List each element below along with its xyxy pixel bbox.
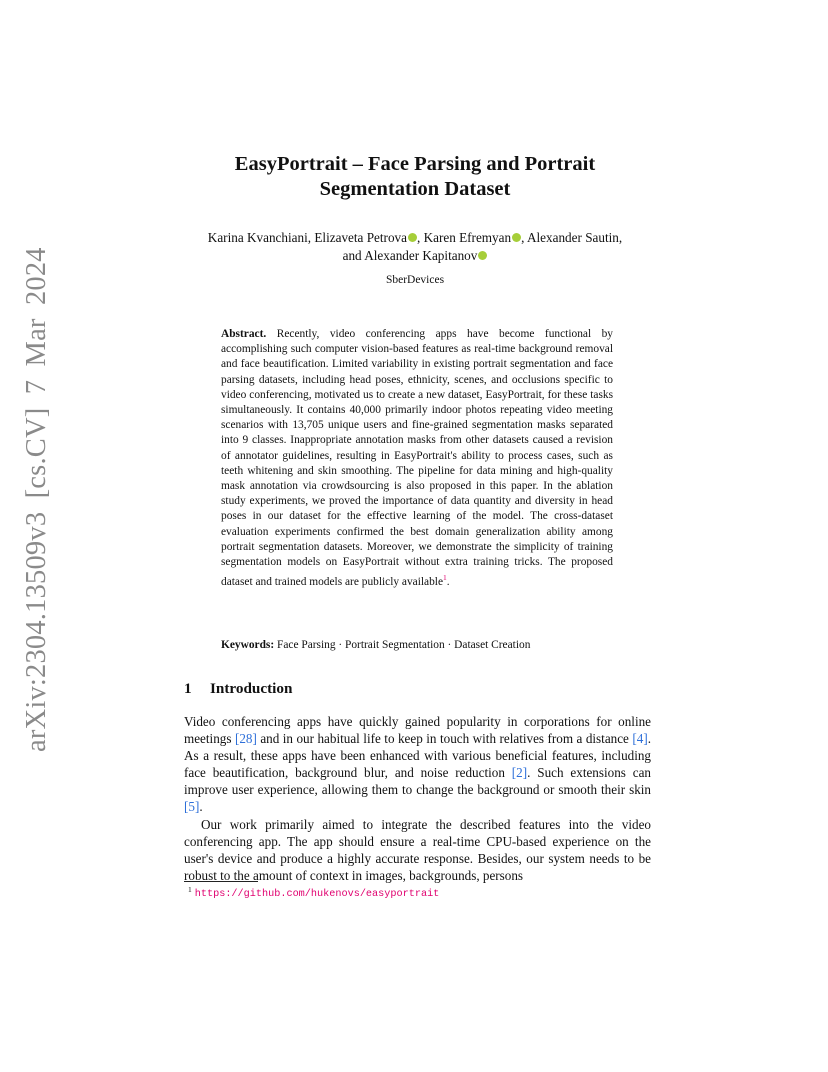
author-line-1 <box>150 229 680 247</box>
author-line-2 <box>150 247 680 265</box>
text-run: Video conferencing apps have quickly gained popularity in corporations for online meetings <box>184 714 651 747</box>
abstract <box>221 327 613 590</box>
affiliation: SberDevices <box>385 274 445 286</box>
paragraph: Our work primarily aimed to integrate the described features into the video conferencing app. The app should ensure a real-time CPU-based experience on the user's device and produce a highly accurate response. Besides, our system needs to be robust to the amount of context in images, backgrounds, persons <box>184 816 651 883</box>
section-number: 1 <box>184 680 192 697</box>
abstract-end: . <box>446 576 450 589</box>
author-list <box>150 229 680 265</box>
author-names-c: , Alexander Sautin, <box>521 230 623 245</box>
orcid-icon[interactable] <box>478 251 487 260</box>
keywords <box>221 638 613 653</box>
paper-title <box>150 152 680 202</box>
abstract-text: Recently, video conferencing apps have become functional by accomplishing such computer vision-based features as real-time background removal and face beautification. Limited variability in existing portrait segmentation and face parsing datasets, including head poses, ethnicity, scenes, and occlusions specific to video conferencing, motivated us to create a new dataset, EasyPortrait, for these tasks simultaneously. It contains 40,000 primarily indoor photos repeating video meeting scenarios with 13,705 unique users and fine-grained segmentation masks separated into 9 classes. Inappropriate annotation masks from other datasets caused a revision of annotator guidelines, resulting in EasyPortrait's ability to process cases, such as teeth whitening and skin smoothing. The pipeline for data mining and high-quality mask annotation via crowdsourcing is also proposed in this paper. In the ablation study experiments, we proved the importance of data quantity and diversity in head poses in our dataset for the effective learning of the model. The cross-dataset evaluation experiments confirmed the best domain generalization ability among portrait segmentation datasets. Moreover, we demonstrate the simplicity of training segmentation models on EasyPortrait without extra training tricks. The proposed dataset and trained models are publicly available <box>221 328 613 589</box>
title-line-1: EasyPortrait – Face Parsing and Portrait <box>234 153 596 175</box>
text-run: . As a result, these apps have been enhanced with various beneficial features, including face beautification, background blur, and noise reduction <box>184 731 651 781</box>
citation-link[interactable]: [28] <box>234 731 257 747</box>
section-title: Introduction <box>210 680 293 697</box>
footnote-number: 1 <box>188 885 192 894</box>
orcid-icon[interactable] <box>408 233 417 242</box>
author-names-a: Karina Kvanchiani, Elizaveta Petrova <box>207 230 407 245</box>
arxiv-identifier: arXiv:2304.13509v3 [cs.CV] 7 Mar 2024 <box>21 247 52 752</box>
citation-link[interactable]: [4] <box>632 731 648 747</box>
citation-link[interactable]: [2] <box>511 765 528 781</box>
keywords-text: Face Parsing · Portrait Segmentation · Dataset Creation <box>277 639 531 651</box>
intro-body <box>184 713 651 884</box>
paragraph <box>184 713 651 816</box>
abstract-label: Abstract. <box>221 328 267 340</box>
text-run: and in our habitual life to keep in touch with relatives from a distance <box>256 731 633 747</box>
author-names-d: and Alexander Kapitanov <box>342 248 478 263</box>
title-line-2: Segmentation Dataset <box>319 178 511 200</box>
orcid-icon[interactable] <box>512 233 521 242</box>
text-run: . <box>199 799 203 815</box>
section-heading <box>184 680 292 698</box>
footnote-divider <box>184 881 258 882</box>
keywords-label: Keywords: <box>221 639 275 651</box>
author-names-b: , Karen Efremyan <box>417 230 512 245</box>
citation-link[interactable]: [5] <box>184 799 200 815</box>
footnote <box>188 885 439 900</box>
footnote-link[interactable]: 1 <box>443 573 447 583</box>
text-run: . Such extensions can improve user experience, allowing them to change the background or smooth their skin <box>184 765 651 798</box>
footnote-url-link[interactable]: https://github.com/hukenovs/easyportrait <box>194 889 440 900</box>
